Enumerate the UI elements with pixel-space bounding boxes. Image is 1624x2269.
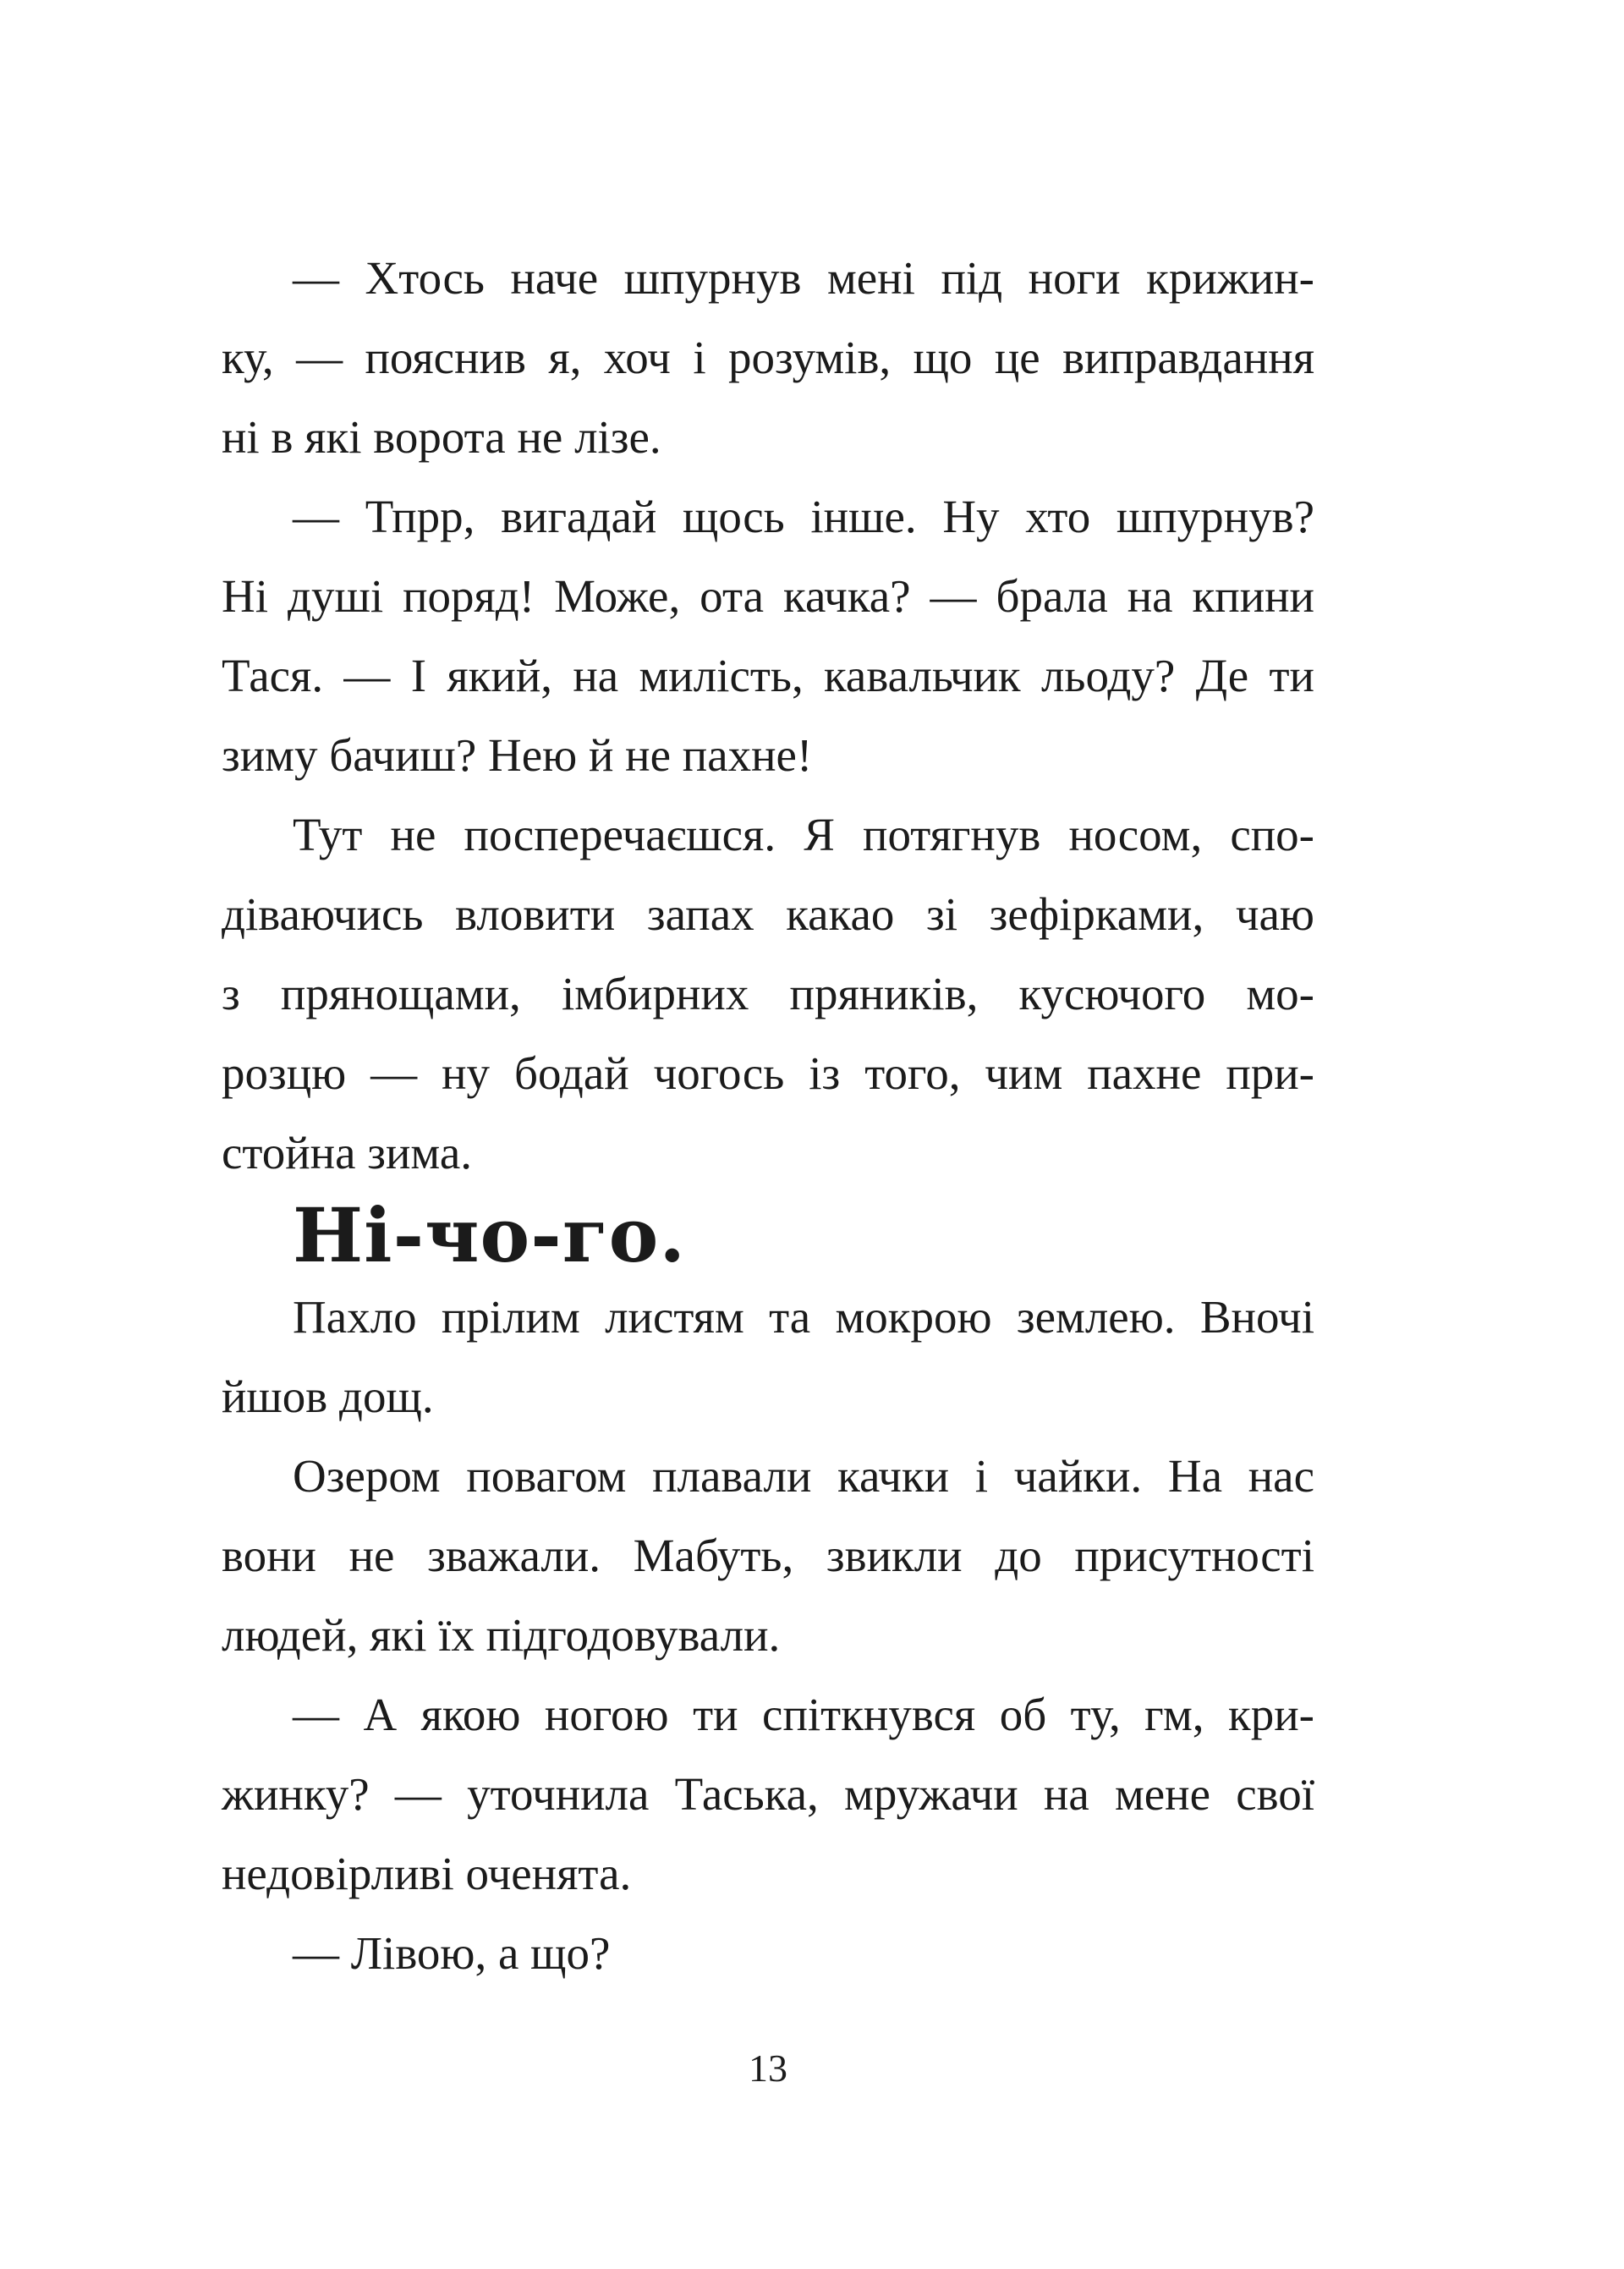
- text-line: Пахло прілим листям та мокрою землею. Вночі: [293, 1291, 1314, 1343]
- text-line: стойна зима.: [222, 1127, 473, 1178]
- text-line: — Лівою, а що?: [293, 1927, 611, 1979]
- text-line: діваючись вловити запах какао зі зефірками, чаю: [222, 888, 1314, 940]
- text-line: Тут не посперечаєшся. Я потягнув носом, спо-: [293, 809, 1314, 860]
- text-line: ні в які ворота не лізе.: [222, 411, 661, 463]
- text-line: з прянощами, імбирних пряників, кусючого мо-: [222, 968, 1314, 1019]
- text-line: розцю — ну бодай чогось із того, чим пахне при-: [222, 1047, 1314, 1099]
- text-line: — Хтось наче шпурнув мені під ноги крижин-: [293, 252, 1314, 304]
- text-line: ку, — пояснив я, хоч і розумів, що це виправдання: [222, 332, 1314, 383]
- text-line: вони не зважали. Мабуть, звикли до присутності: [222, 1530, 1314, 1581]
- page-text: [222, 239, 1314, 1993]
- text-line: Озером повагом плавали качки і чайки. На нас: [293, 1450, 1314, 1502]
- text-line: Ні душі поряд! Може, ота качка? — брала на кпини: [222, 570, 1314, 622]
- text-line: йшов дощ.: [222, 1371, 434, 1422]
- text-line: жинку? — уточнила Таська, мружачи на мене свої: [222, 1768, 1314, 1820]
- text-line: зиму бачиш? Нею й не пахне!: [222, 729, 813, 781]
- text-line: — А якою ногою ти спіткнувся об ту, гм, кри-: [293, 1689, 1314, 1740]
- page-number: 13: [749, 2046, 787, 2090]
- text-line: людей, які їх підгодовували.: [222, 1609, 781, 1661]
- text-line: Тася. — І який, на милість, кавальчик льоду? Де ти: [222, 650, 1314, 701]
- text-line: — Тпрр, вигадай щось інше. Ну хто шпурнув?: [293, 491, 1314, 542]
- heading-line: Ні-чо-го.: [293, 1191, 686, 1279]
- text-line: недовірливі оченята.: [222, 1848, 632, 1899]
